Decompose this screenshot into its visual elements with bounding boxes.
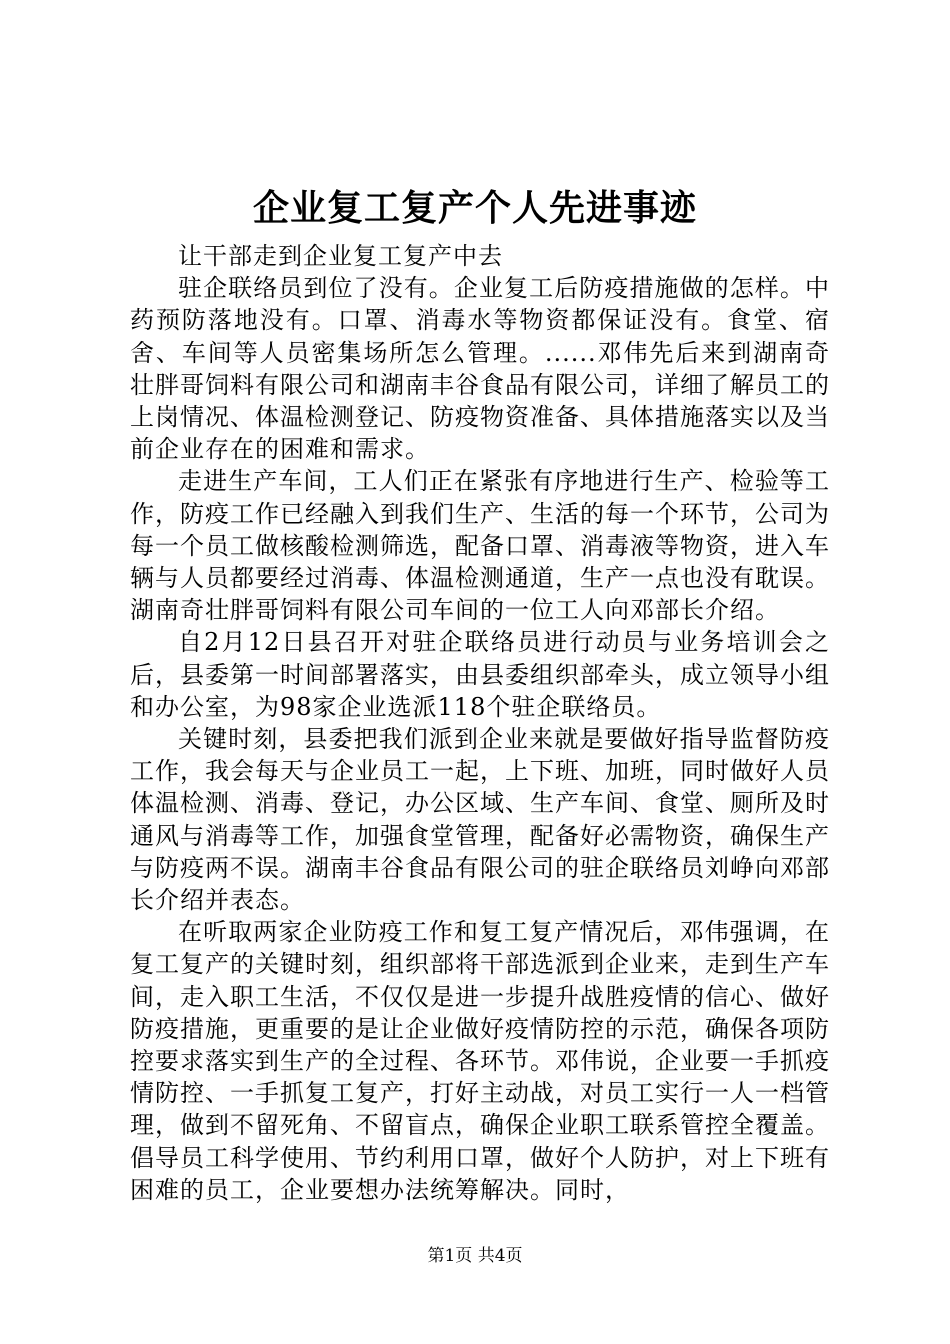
page-number-footer: 第1页 共4页 (427, 1246, 523, 1266)
document-body (130, 240, 830, 1206)
paragraph: 自2月12日县召开对驻企联络员进行动员与业务培训会之后，县委第一时间部署落实，由县委组织部牵头，成立领导小组和办公室，为98家企业选派118个驻企联络员。 (130, 628, 830, 721)
paragraph: 关键时刻，县委把我们派到企业来就是要做好指导监督防疫工作，我会每天与企业员工一起，上下班、加班，同时做好人员体温检测、消毒、登记，办公区域、生产车间、食堂、厕所及时通风与消毒等工作，加强食堂管理，配备好必需物资，确保生产与防疫两不误。湖南丰谷食品有限公司的驻企联络员刘峥向邓部长介绍并表态。 (130, 725, 830, 915)
document-title: 企业复工复产个人先进事迹 (252, 187, 697, 229)
paragraph: 驻企联络员到位了没有。企业复工后防疫措施做的怎样。中药预防落地没有。口罩、消毒水等物资都保证没有。食堂、宿舍、车间等人员密集场所怎么管理。......邓伟先后来到湖南奇壮胖哥饲料有限公司和湖南丰谷食品有限公司，详细了解员工的上岗情况、体温检测登记、防疫物资准备、具体措施落实以及当前企业存在的困难和需求。 (130, 274, 830, 464)
paragraph: 在听取两家企业防疫工作和复工复产情况后，邓伟强调，在复工复产的关键时刻，组织部将干部选派到企业来，走到生产车间，走入职工生活，不仅仅是进一步提升战胜疫情的信心、做好防疫措施，更重要的是让企业做好疫情防控的示范，确保各项防控要求落实到生产的全过程、各环节。邓伟说，企业要一手抓疫情防控、一手抓复工复产，打好主动战，对员工实行一人一档管理，做到不留死角、不留盲点，确保企业职工联系管控全覆盖。倡导员工科学使用、节约利用口罩，做好个人防护，对上下班有困难的员工，企业要想办法统筹解决。同时， (130, 918, 830, 1204)
paragraph: 走进生产车间，工人们正在紧张有序地进行生产、检验等工作，防疫工作已经融入到我们生产、生活的每一个环节，公司为每一个员工做核酸检测筛选，配备口罩、消毒液等物资，进入车辆与人员都要经过消毒、体温检测通道，生产一点也没有耽误。湖南奇壮胖哥饲料有限公司车间的一位工人向邓部长介绍。 (130, 467, 830, 625)
paragraph: 让干部走到企业复工复产中去 (178, 242, 503, 270)
